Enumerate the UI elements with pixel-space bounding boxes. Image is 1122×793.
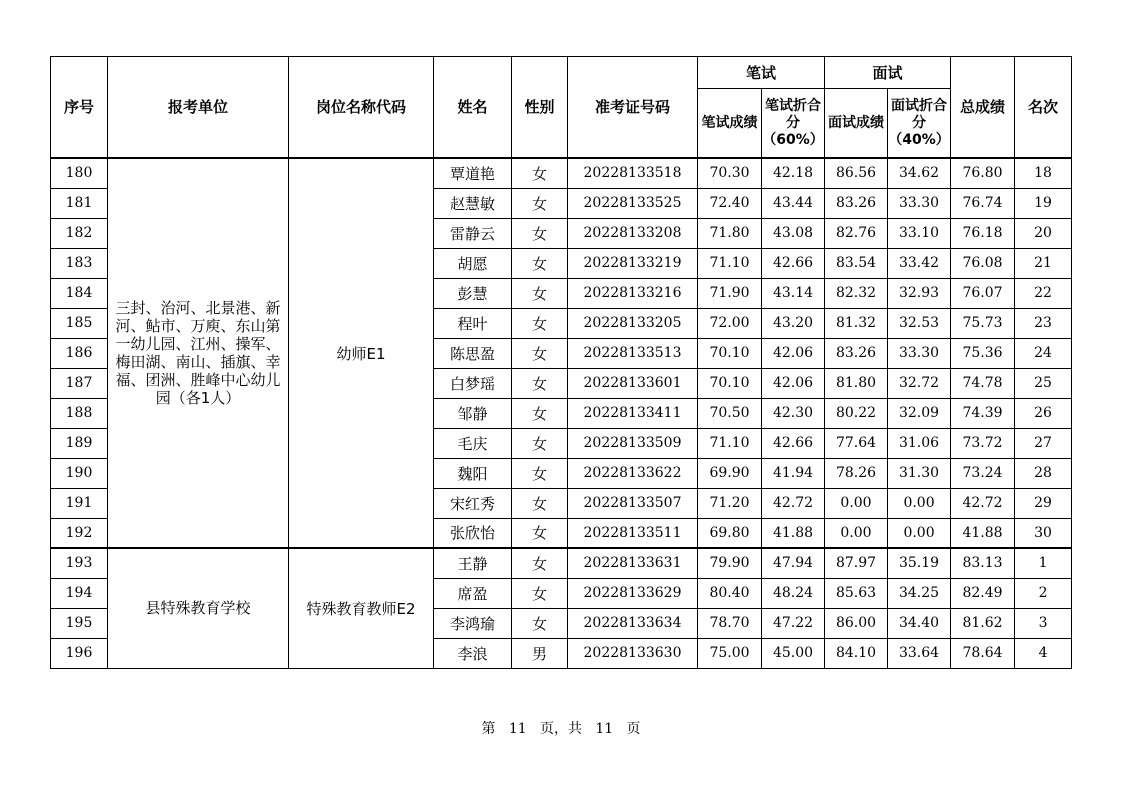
cell-seq: 194 bbox=[51, 578, 108, 608]
cell-gender: 女 bbox=[512, 428, 568, 458]
cell-written-weighted: 41.94 bbox=[762, 458, 825, 488]
cell-unit: 三封、治河、北景港、新河、鲇市、万庾、东山第一幼儿园、江州、操军、梅田湖、南山、插旗、幸福、团洲、胜峰中心幼儿园（各1人） bbox=[108, 158, 289, 548]
cell-gender: 女 bbox=[512, 488, 568, 518]
cell-written-score: 69.90 bbox=[698, 458, 762, 488]
cell-ticket: 20228133411 bbox=[568, 398, 698, 428]
cell-position: 特殊教育教师E2 bbox=[289, 548, 434, 668]
cell-interview-score: 0.00 bbox=[825, 518, 888, 548]
cell-total: 76.80 bbox=[951, 158, 1015, 188]
cell-rank: 22 bbox=[1015, 278, 1072, 308]
header-interview-group: 面试 bbox=[825, 57, 951, 89]
cell-gender: 女 bbox=[512, 368, 568, 398]
cell-interview-weighted: 0.00 bbox=[888, 518, 951, 548]
cell-interview-weighted: 33.30 bbox=[888, 338, 951, 368]
cell-interview-weighted: 32.53 bbox=[888, 308, 951, 338]
cell-gender: 女 bbox=[512, 458, 568, 488]
cell-interview-score: 81.32 bbox=[825, 308, 888, 338]
cell-name: 彭慧 bbox=[434, 278, 512, 308]
cell-rank: 26 bbox=[1015, 398, 1072, 428]
footer-mid: 页，共 bbox=[540, 721, 582, 737]
cell-gender: 女 bbox=[512, 518, 568, 548]
cell-seq: 182 bbox=[51, 218, 108, 248]
cell-name: 张欣怡 bbox=[434, 518, 512, 548]
cell-written-score: 70.10 bbox=[698, 368, 762, 398]
cell-written-weighted: 43.08 bbox=[762, 218, 825, 248]
cell-written-score: 72.00 bbox=[698, 308, 762, 338]
cell-written-score: 75.00 bbox=[698, 638, 762, 668]
cell-interview-weighted: 33.42 bbox=[888, 248, 951, 278]
cell-rank: 19 bbox=[1015, 188, 1072, 218]
cell-name: 赵慧敏 bbox=[434, 188, 512, 218]
header-position: 岗位名称代码 bbox=[289, 57, 434, 159]
footer-prefix: 第 bbox=[481, 721, 496, 737]
cell-gender: 女 bbox=[512, 158, 568, 188]
header-interview-score: 面试成绩 bbox=[825, 89, 888, 159]
cell-gender: 女 bbox=[512, 548, 568, 578]
header-gender: 性别 bbox=[512, 57, 568, 159]
cell-ticket: 20228133219 bbox=[568, 248, 698, 278]
cell-gender: 女 bbox=[512, 578, 568, 608]
cell-rank: 28 bbox=[1015, 458, 1072, 488]
cell-written-weighted: 47.94 bbox=[762, 548, 825, 578]
header-unit: 报考单位 bbox=[108, 57, 289, 159]
cell-total: 76.07 bbox=[951, 278, 1015, 308]
cell-written-score: 70.30 bbox=[698, 158, 762, 188]
cell-written-weighted: 42.66 bbox=[762, 428, 825, 458]
cell-written-weighted: 42.06 bbox=[762, 338, 825, 368]
cell-written-score: 71.90 bbox=[698, 278, 762, 308]
cell-written-score: 71.20 bbox=[698, 488, 762, 518]
cell-ticket: 20228133205 bbox=[568, 308, 698, 338]
cell-gender: 女 bbox=[512, 188, 568, 218]
cell-interview-weighted: 33.64 bbox=[888, 638, 951, 668]
cell-total: 78.64 bbox=[951, 638, 1015, 668]
cell-seq: 185 bbox=[51, 308, 108, 338]
cell-written-score: 79.90 bbox=[698, 548, 762, 578]
cell-interview-score: 83.54 bbox=[825, 248, 888, 278]
cell-ticket: 20228133631 bbox=[568, 548, 698, 578]
cell-name: 毛庆 bbox=[434, 428, 512, 458]
cell-ticket: 20228133507 bbox=[568, 488, 698, 518]
cell-interview-weighted: 34.40 bbox=[888, 608, 951, 638]
cell-unit: 县特殊教育学校 bbox=[108, 548, 289, 668]
cell-ticket: 20228133216 bbox=[568, 278, 698, 308]
cell-rank: 2 bbox=[1015, 578, 1072, 608]
cell-seq: 190 bbox=[51, 458, 108, 488]
cell-written-weighted: 48.24 bbox=[762, 578, 825, 608]
cell-written-score: 70.50 bbox=[698, 398, 762, 428]
cell-written-weighted: 42.30 bbox=[762, 398, 825, 428]
cell-interview-score: 85.63 bbox=[825, 578, 888, 608]
cell-ticket: 20228133630 bbox=[568, 638, 698, 668]
cell-seq: 188 bbox=[51, 398, 108, 428]
cell-rank: 3 bbox=[1015, 608, 1072, 638]
cell-name: 李鸿瑜 bbox=[434, 608, 512, 638]
cell-ticket: 20228133208 bbox=[568, 218, 698, 248]
header-total: 总成绩 bbox=[951, 57, 1015, 159]
cell-written-weighted: 42.72 bbox=[762, 488, 825, 518]
cell-name: 李浪 bbox=[434, 638, 512, 668]
header-written-score: 笔试成绩 bbox=[698, 89, 762, 159]
cell-interview-score: 86.56 bbox=[825, 158, 888, 188]
cell-ticket: 20228133518 bbox=[568, 158, 698, 188]
cell-interview-score: 0.00 bbox=[825, 488, 888, 518]
cell-total: 75.73 bbox=[951, 308, 1015, 338]
cell-interview-score: 83.26 bbox=[825, 338, 888, 368]
cell-total: 82.49 bbox=[951, 578, 1015, 608]
cell-rank: 27 bbox=[1015, 428, 1072, 458]
cell-interview-score: 81.80 bbox=[825, 368, 888, 398]
cell-interview-weighted: 34.25 bbox=[888, 578, 951, 608]
cell-seq: 191 bbox=[51, 488, 108, 518]
cell-total: 41.88 bbox=[951, 518, 1015, 548]
cell-name: 席盈 bbox=[434, 578, 512, 608]
cell-interview-weighted: 31.30 bbox=[888, 458, 951, 488]
footer-page-total: 11 bbox=[595, 721, 614, 737]
cell-total: 81.62 bbox=[951, 608, 1015, 638]
cell-seq: 196 bbox=[51, 638, 108, 668]
table-row bbox=[51, 158, 1072, 188]
cell-gender: 女 bbox=[512, 608, 568, 638]
cell-interview-score: 86.00 bbox=[825, 608, 888, 638]
cell-written-score: 78.70 bbox=[698, 608, 762, 638]
cell-name: 陈思盈 bbox=[434, 338, 512, 368]
cell-rank: 18 bbox=[1015, 158, 1072, 188]
cell-seq: 189 bbox=[51, 428, 108, 458]
cell-interview-weighted: 33.30 bbox=[888, 188, 951, 218]
cell-seq: 193 bbox=[51, 548, 108, 578]
cell-gender: 女 bbox=[512, 338, 568, 368]
cell-name: 程叶 bbox=[434, 308, 512, 338]
group-special-education bbox=[51, 548, 1072, 668]
cell-written-weighted: 42.06 bbox=[762, 368, 825, 398]
cell-written-weighted: 42.66 bbox=[762, 248, 825, 278]
table-row bbox=[51, 548, 1072, 578]
cell-rank: 4 bbox=[1015, 638, 1072, 668]
results-table bbox=[50, 56, 1072, 669]
cell-name: 胡愿 bbox=[434, 248, 512, 278]
cell-gender: 女 bbox=[512, 278, 568, 308]
cell-rank: 29 bbox=[1015, 488, 1072, 518]
cell-ticket: 20228133629 bbox=[568, 578, 698, 608]
cell-gender: 女 bbox=[512, 398, 568, 428]
cell-total: 73.24 bbox=[951, 458, 1015, 488]
cell-ticket: 20228133511 bbox=[568, 518, 698, 548]
cell-rank: 24 bbox=[1015, 338, 1072, 368]
cell-written-score: 72.40 bbox=[698, 188, 762, 218]
cell-seq: 181 bbox=[51, 188, 108, 218]
cell-interview-score: 82.76 bbox=[825, 218, 888, 248]
cell-seq: 192 bbox=[51, 518, 108, 548]
footer-page-number: 11 bbox=[508, 721, 527, 737]
cell-interview-weighted: 34.62 bbox=[888, 158, 951, 188]
cell-seq: 195 bbox=[51, 608, 108, 638]
cell-interview-weighted: 31.06 bbox=[888, 428, 951, 458]
cell-ticket: 20228133622 bbox=[568, 458, 698, 488]
cell-written-weighted: 43.44 bbox=[762, 188, 825, 218]
header-written-weighted: 笔试折合分（60%） bbox=[762, 89, 825, 159]
header-name: 姓名 bbox=[434, 57, 512, 159]
cell-interview-score: 83.26 bbox=[825, 188, 888, 218]
cell-written-score: 71.10 bbox=[698, 248, 762, 278]
cell-name: 覃道艳 bbox=[434, 158, 512, 188]
cell-interview-weighted: 32.72 bbox=[888, 368, 951, 398]
cell-gender: 女 bbox=[512, 308, 568, 338]
cell-written-weighted: 42.18 bbox=[762, 158, 825, 188]
cell-name: 雷静云 bbox=[434, 218, 512, 248]
cell-rank: 23 bbox=[1015, 308, 1072, 338]
cell-total: 74.78 bbox=[951, 368, 1015, 398]
cell-ticket: 20228133513 bbox=[568, 338, 698, 368]
cell-total: 73.72 bbox=[951, 428, 1015, 458]
cell-total: 76.18 bbox=[951, 218, 1015, 248]
cell-written-weighted: 47.22 bbox=[762, 608, 825, 638]
cell-rank: 25 bbox=[1015, 368, 1072, 398]
cell-seq: 187 bbox=[51, 368, 108, 398]
cell-interview-weighted: 35.19 bbox=[888, 548, 951, 578]
cell-interview-score: 78.26 bbox=[825, 458, 888, 488]
cell-rank: 30 bbox=[1015, 518, 1072, 548]
cell-interview-score: 84.10 bbox=[825, 638, 888, 668]
group-kindergarten bbox=[51, 158, 1072, 548]
cell-written-weighted: 45.00 bbox=[762, 638, 825, 668]
header-ticket: 准考证号码 bbox=[568, 57, 698, 159]
header-seq: 序号 bbox=[51, 57, 108, 159]
cell-interview-weighted: 33.10 bbox=[888, 218, 951, 248]
cell-interview-score: 80.22 bbox=[825, 398, 888, 428]
cell-written-weighted: 43.20 bbox=[762, 308, 825, 338]
cell-total: 75.36 bbox=[951, 338, 1015, 368]
cell-gender: 男 bbox=[512, 638, 568, 668]
header-rank: 名次 bbox=[1015, 57, 1072, 159]
cell-total: 76.74 bbox=[951, 188, 1015, 218]
cell-ticket: 20228133601 bbox=[568, 368, 698, 398]
cell-written-weighted: 43.14 bbox=[762, 278, 825, 308]
cell-position: 幼师E1 bbox=[289, 158, 434, 548]
header-interview-weighted: 面试折合分（40%） bbox=[888, 89, 951, 159]
cell-written-score: 80.40 bbox=[698, 578, 762, 608]
cell-written-score: 69.80 bbox=[698, 518, 762, 548]
cell-rank: 1 bbox=[1015, 548, 1072, 578]
cell-ticket: 20228133525 bbox=[568, 188, 698, 218]
footer-suffix: 页 bbox=[626, 721, 641, 737]
cell-rank: 21 bbox=[1015, 248, 1072, 278]
cell-seq: 180 bbox=[51, 158, 108, 188]
cell-name: 魏阳 bbox=[434, 458, 512, 488]
cell-name: 宋红秀 bbox=[434, 488, 512, 518]
cell-interview-weighted: 0.00 bbox=[888, 488, 951, 518]
cell-gender: 女 bbox=[512, 248, 568, 278]
cell-written-score: 71.10 bbox=[698, 428, 762, 458]
cell-written-score: 70.10 bbox=[698, 338, 762, 368]
cell-total: 76.08 bbox=[951, 248, 1015, 278]
cell-interview-score: 87.97 bbox=[825, 548, 888, 578]
cell-written-weighted: 41.88 bbox=[762, 518, 825, 548]
cell-name: 白梦瑶 bbox=[434, 368, 512, 398]
table-header bbox=[51, 57, 1072, 159]
cell-interview-weighted: 32.09 bbox=[888, 398, 951, 428]
cell-name: 邹静 bbox=[434, 398, 512, 428]
cell-seq: 183 bbox=[51, 248, 108, 278]
cell-total: 83.13 bbox=[951, 548, 1015, 578]
header-written-group: 笔试 bbox=[698, 57, 825, 89]
cell-seq: 184 bbox=[51, 278, 108, 308]
cell-interview-weighted: 32.93 bbox=[888, 278, 951, 308]
cell-total: 42.72 bbox=[951, 488, 1015, 518]
page-footer bbox=[0, 718, 1122, 738]
cell-interview-score: 77.64 bbox=[825, 428, 888, 458]
cell-gender: 女 bbox=[512, 218, 568, 248]
cell-name: 王静 bbox=[434, 548, 512, 578]
cell-written-score: 71.80 bbox=[698, 218, 762, 248]
cell-ticket: 20228133509 bbox=[568, 428, 698, 458]
cell-total: 74.39 bbox=[951, 398, 1015, 428]
cell-rank: 20 bbox=[1015, 218, 1072, 248]
cell-interview-score: 82.32 bbox=[825, 278, 888, 308]
cell-ticket: 20228133634 bbox=[568, 608, 698, 638]
cell-seq: 186 bbox=[51, 338, 108, 368]
